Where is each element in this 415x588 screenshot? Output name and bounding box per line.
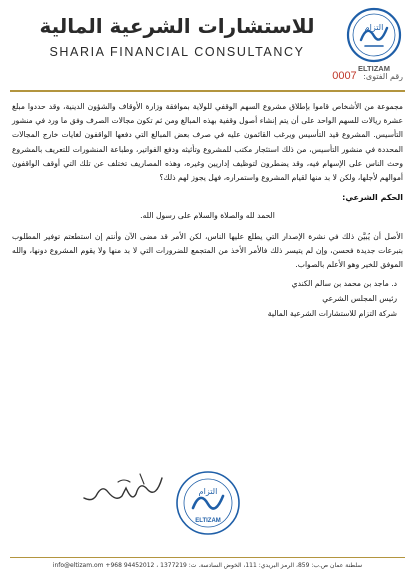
fatwa-ref-label: رقم الفتوى: (363, 72, 403, 81)
company-name-english: SHARIA FINANCIAL CONSULTANCY (49, 45, 305, 59)
signatory-title: رئيس المجلس الشرعي (322, 294, 397, 304)
fatwa-reference (332, 70, 403, 82)
stamp-arabic-text: التزام (198, 487, 218, 496)
stamp-caption: ELTIZAM (195, 518, 221, 524)
salutation: الحمد لله والصلاة والسلام على رسول الله. (140, 211, 275, 221)
signatory-name: د. ماجد بن محمد بن سالم الكندي (291, 279, 397, 289)
company-name-arabic: للاستشارات الشرعية المالية (39, 14, 315, 38)
signature-block (12, 276, 403, 321)
letter-body (12, 100, 403, 321)
footer-divider (10, 557, 405, 558)
ruling-heading: الحكم الشرعي: (342, 193, 403, 203)
fatwa-ref-number: 0007 (332, 70, 357, 82)
question-paragraph: مجموعة من الأشخاص قاموا بإطلاق مشروع السهم الوقفي للولاية بموافقة وزارة الأوقاف والشؤون الدينية، وقد حددوا مبلغ عشرة ريالات للسهم الواحد على أن يتم إنشاء أصول وقفية بهذه المبالغ ومن ثم تكون مجالات الصرف وفق ما ورد في منشور التأسيس. المشروع قيد التأسيس ويرغب القائمون عليه في صرف بعض المبالغ التي دفعها الواقفون لغايات خارج المجالات المحددة في منشور التأسيس، من ذلك استئجار مكتب للمشروع وتأثيثه ودفع الفواتير، وطباعة المنشورات للتعريف بالمشروع وحث الناس على الإسهام فيه، وقد يضطرون لتوظيف إداريين وغيره، وهذه المصاريف تختلف عن تلك التي أوقف الواقفون أموالهم لأجلها، ولكن لا بد منها لقيام المشروع واستمراره، فهل يجوز لهم ذلك؟ (12, 102, 403, 183)
logo-arabic-text: التزام (364, 23, 384, 32)
eltizam-logo (345, 6, 403, 64)
letterhead (0, 0, 415, 98)
footer-contact: سلطنة عمان ص.ب: 859، الرمز البريدي: 111، الخوض السادسة. ت: 1377219 ، 94452012 968+ info@eltizam.om (52, 562, 363, 569)
header-divider (10, 90, 405, 92)
signatory-organization: شركة التزام للاستشارات الشرعية المالية (267, 309, 397, 319)
logo-caption: ELTIZAM (358, 64, 390, 73)
ruling-paragraph: الأصل أن يُبيَّن ذلك في نشرة الإصدار التي يطلع عليها الناس، لكن الأمر قد مضى الآن وأنتم إن استطعتم توفير المطلوب بتبرعات جديدة فحسن، وإن لم يتيسر ذلك فالأمر الأخذ من المتجمع للضرورات التي لا بد منها ولا يقوم المشروع دونها، والله الموفق للخير وهو الأعلم بالصواب. (12, 231, 403, 270)
handwritten-signature (78, 468, 168, 506)
company-stamp (175, 470, 241, 536)
